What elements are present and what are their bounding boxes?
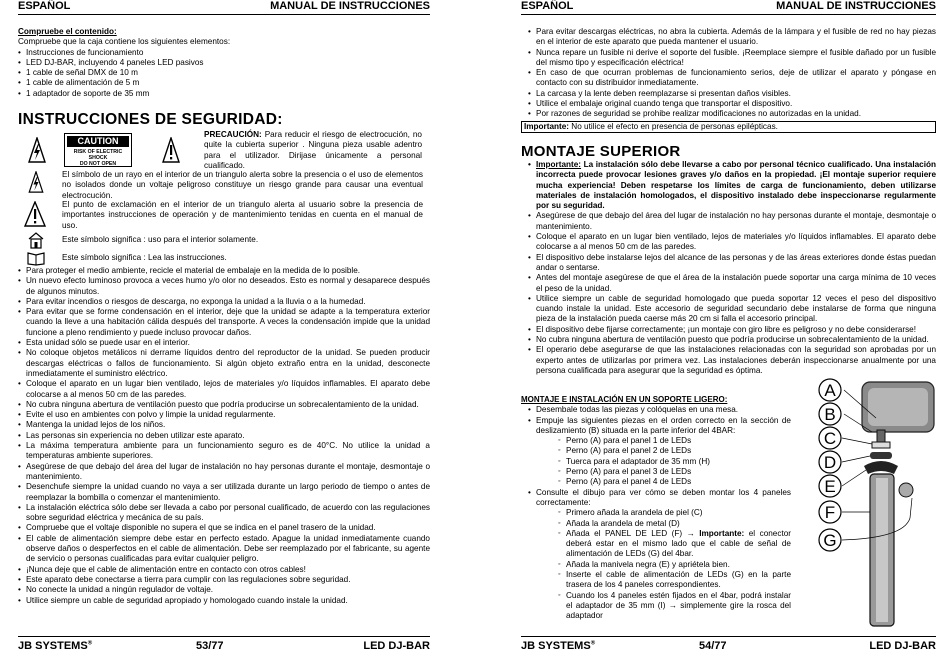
page-header	[521, 0, 936, 15]
list-item: • Esta unidad sólo se puede usar en el interior.	[18, 338, 430, 348]
footer-brand	[18, 640, 92, 652]
diagram-label-f: F	[824, 503, 836, 522]
header-title: MANUAL DE INSTRUCCIONES	[270, 0, 430, 12]
sub-item: ◦ Primero añada la arandela de piel (C)	[558, 508, 791, 518]
sub-item: ◦ Perno (A) para el panel 2 de LEDs	[558, 446, 791, 456]
list-item: • Para proteger el medio ambiente, recicle el material de embalaje en la medida de lo posible.	[18, 266, 430, 276]
list-item: • En caso de que ocurran problemas de funcionamiento serios, deje de utilizar el aparato y póngase en contacto con su distribuidor inmediatamente.	[521, 68, 936, 89]
list-item: • Utilice siempre un cable de seguridad apropiado y homologado cuando instale la unidad.	[18, 596, 430, 606]
diagram-label-c: C	[823, 429, 837, 448]
brand-text: JB SYSTEMS	[521, 640, 591, 652]
important-label: Importante:	[536, 160, 582, 169]
lightning-triangle-icon	[28, 137, 46, 163]
sub-item	[558, 529, 791, 560]
safety-bullets	[18, 266, 430, 606]
list-item: • 1 adaptador de soporte de 35 mm	[18, 89, 430, 99]
sub-item: ◦ Añada la arandela de metal (D)	[558, 519, 791, 529]
sub-item	[558, 591, 791, 622]
safety-symbols	[18, 130, 430, 263]
arrow-icon: →	[668, 600, 677, 610]
list-item: • La carcasa y la lente deben reemplazarse si presentan daños visibles.	[521, 89, 936, 99]
exclamation-description: El punto de exclamación en el interior de un triangulo alerta al usuario sobre la presencia de importantes instrucciones de operación y de mantenimiento tenidas en cuenta en el manual de uso.	[62, 200, 423, 230]
contents-heading: Compruebe el contenido:	[18, 27, 117, 36]
sub-item-text: el conector deberá estar en el mismo lado que el cable de señal de alimentación de LEDs (G) del 4bar.	[566, 528, 792, 559]
registered-mark: ®	[590, 640, 596, 647]
page-number: 54/77	[699, 640, 727, 652]
brand-text: JB SYSTEMS	[18, 640, 88, 652]
sub-item: ◦ Tuerca para el adaptador de 35 mm (H)	[558, 457, 791, 467]
sub-item: ◦ Perno (A) para el panel 4 de LEDs	[558, 477, 791, 487]
list-item: • No coloque objetos metálicos ni derrame líquidos dentro del reproductor de la unidad. Se pueden producir descargas eléctricas o fallos de funcionamiento. Si algún objeto extraño entra en la unidad, desconecte inmediatamente el suministro eléctrico.	[18, 348, 430, 379]
list-item: • Utilice siempre un cable de seguridad homologado que pueda soportar 12 veces el peso del dispositivo cuando instale la unidad. Este accesorio de seguridad secundario debe instalarse de forma que ninguna pieza de la instalación pueda caerse más 20 cm si falla el accesorio principal.	[521, 294, 936, 325]
sub-item: ◦ Perno (A) para el panel 3 de LEDs	[558, 467, 791, 477]
header-language: ESPAÑOL	[18, 0, 71, 12]
list-item	[521, 488, 791, 622]
caution-text: CAUTION	[67, 136, 129, 147]
page-number: 53/77	[196, 640, 224, 652]
safety-title: INSTRUCCIONES DE SEGURIDAD:	[18, 111, 283, 128]
contents-section	[18, 27, 430, 99]
list-item: • Por razones de seguridad se prohibe realizar modificaciones no autorizadas en la unidad.	[521, 109, 936, 119]
stand-heading: MONTAJE E INSTALACIÓN EN UN SOPORTE LIGERO:	[521, 395, 728, 404]
caution-sub2: DO NOT OPEN	[79, 161, 117, 167]
diagram-label-e: E	[824, 477, 836, 496]
list-item: • Instrucciones de funcionamiento	[18, 48, 430, 58]
diagram-label-a: A	[824, 381, 836, 400]
list-item: • ¡Nunca deje que el cable de alimentación entre en contacto con otros cables!	[18, 565, 430, 575]
list-item: • Asegúrese de que debajo del área del lugar de instalación no hay personas durante el montaje, desmontaje o mantenimiento.	[18, 462, 430, 483]
registered-mark: ®	[87, 640, 93, 647]
list-item: • Mantenga la unidad lejos de los niños.	[18, 420, 430, 430]
stand-section	[521, 395, 791, 622]
list-item: • Coloque el aparato en un lugar bien ventilado, lejos de materiales y/o líquidos inflamables. El aparato debe colocarse a al menos 50 cm de las paredes.	[18, 379, 430, 400]
caution-sub1: RISK OF ELECTRIC SHOCK	[73, 149, 123, 161]
list-item: • Para evitar que se forme condensación en el interior, deje que la unidad se adapte a la temperatura exterior cuando la lleve a una habitación cálida después del transporte. A veces la condensación impide que la unidad funcione a pleno rendimiento y puede incluso provocar daños.	[18, 307, 430, 338]
left-page	[18, 0, 430, 654]
list-item: • El dispositivo debe fijarse correctamente; ¡un montaje con giro libre es peligroso y no debe considerarse!	[521, 325, 936, 335]
indoor-description: Este símbolo significa : uso para el interior solamente.	[62, 235, 259, 244]
list-item	[521, 416, 791, 488]
important-text: La instalación sólo debe llevarse a cabo por personal técnico cualificado. Una instalación incorrecta puede provocar lesiones graves y/o daños en la propiedad. ¡El montaje superior requiere mucha experiencia! Deben respetarse los límites de carga de funcionamiento, deben utilizarse materiales de instalación homologados, el dispositivo instalado debe inspeccionarse regularmente por su seguridad.	[536, 160, 936, 211]
led-panel-face	[876, 478, 888, 622]
list-item: • Nunca repare un fusible ni derive el soporte del fusible. ¡Reemplace siempre el fusible dañado por un fusible del mismo tipo y especificación eléctrica!	[521, 48, 936, 69]
sub-item: ◦ Inserte el cable de alimentación de LEDs (G) en la parte trasera de los 4 paneles correspondientes.	[558, 570, 791, 591]
lightning-description: El símbolo de un rayo en el interior de un triangulo alerta sobre la presencia o el uso de elementos no isolados donde un voltaje peligroso constituye un riesgo grande para causar una eventual electrocución.	[62, 170, 423, 200]
list-item: • La instalación eléctrica sólo debe ser llevada a cabo por personal cualificado, de acuerdo con las regulaciones sobre seguridad eléctrica y mecánica de su país.	[18, 503, 430, 524]
precaution-text	[204, 130, 422, 171]
list-item: • 1 cable de alimentación de 5 m	[18, 78, 430, 88]
page-footer	[18, 636, 430, 655]
footer-brand	[521, 640, 595, 652]
list-item: • Asegúrese de que debajo del área del lugar de instalación no hay personas durante el montaje, desmontaje o mantenimiento.	[521, 211, 936, 232]
list-item: • Desenchufe siempre la unidad cuando no vaya a ser utilizada durante un largo periodo de tiempo o antes de reemplazar la bombilla o comenzar el mantenimiento.	[18, 482, 430, 503]
list-item: • Este aparato debe conectarse a tierra para cumplir con las regulaciones sobre seguridad.	[18, 575, 430, 585]
panel-connector	[899, 483, 913, 497]
list-item: • Compruebe que el voltaje disponible no supera el que se indica en el panel trasero de la unidad.	[18, 523, 430, 533]
sub-item-text: Cuando los 4 paneles estén fijados en el 4bar, podrá instalar el adaptador de 35 mm (I)	[566, 590, 791, 610]
black-knob	[864, 461, 898, 474]
indoor-use-icon	[27, 231, 45, 249]
precaution-body: Para reducir el riesgo de electrocución, no quite la cubierta superior . Ninguna pieza usable adentro para el utilizador. Dirijase únicamente a personal cualificado.	[204, 130, 422, 170]
stand-step-text: Empuje las siguientes piezas en el orden correcto en la sección de deslizamiento (B) situada en la parte inferior del 4BAR:	[536, 415, 791, 435]
footer-product: LED DJ-BAR	[363, 640, 430, 652]
precaution-label: PRECAUCIÓN:	[204, 130, 262, 139]
list-item: • No cubra ninguna abertura de ventilación puesto que podría producirse un sobrecalentamiento de la unidad.	[18, 400, 430, 410]
right-page	[521, 0, 936, 654]
stand-step-text: Consulte el dibujo para ver cómo se deben montar los 4 paneles correctamente:	[536, 487, 791, 507]
page-header	[18, 0, 430, 15]
contents-intro: Compruebe que la caja contiene los siguientes elementos:	[18, 37, 231, 47]
list-item: • El cable de alimentación siempre debe estar en perfecto estado. Apague la unidad inmediatamente cuando observe daños o desperfectos en el cable de alimentación. Debe ser reemplazado por el fabricante, su agente de servicio o personas cualificadas para evitar cualquier peligro.	[18, 534, 430, 565]
caution-label	[64, 133, 132, 167]
footer-product: LED DJ-BAR	[869, 640, 936, 652]
list-item: • Antes del montaje asegúrese de que el área de la instalación puede soportar una carga mínima de 10 veces el peso de la unidad.	[521, 273, 936, 294]
diagram-label-d: D	[823, 453, 837, 472]
header-language: ESPAÑOL	[521, 0, 574, 12]
list-item: • Desembale todas las piezas y colóquelas en una mesa.	[521, 405, 791, 415]
list-item: • Utilice el embalaje original cuando tenga que transportar el dispositivo.	[521, 99, 936, 109]
arrow-icon: →	[686, 528, 695, 538]
list-item: • Para evitar incendios o riesgos de descarga, no exponga la unidad a la lluvia o a la humedad.	[18, 297, 430, 307]
diagram-label-g: G	[823, 531, 837, 550]
contents-list	[18, 48, 430, 99]
metal-washer	[870, 452, 892, 459]
list-item: • Evite el uso en ambientes con polvo y limpie la unidad regularmente.	[18, 410, 430, 420]
list-item	[521, 160, 936, 211]
list-item: • No conecte la unidad a ningún regulador de voltaje.	[18, 585, 430, 595]
sub-item-text: Añada el PANEL DE LED (F)	[566, 528, 687, 538]
assembly-diagram	[814, 378, 936, 636]
exclamation-triangle-icon	[162, 137, 180, 163]
read-description: Este símbolo significa : Lea las instrucciones.	[62, 253, 227, 262]
read-instructions-icon	[27, 250, 45, 266]
important-text: No utilice el efecto en presencia de personas epilépticas.	[569, 121, 778, 131]
sub-item-text: simplemente gire la rosca del adaptador	[566, 600, 792, 621]
list-item: • La máxima temperatura ambiente para un funcionamiento seguro es de 40°C. No utilice la unidad a temperaturas ambiente superiores.	[18, 441, 430, 462]
list-item: • Coloque el aparato en un lugar bien ventilado, lejos de materiales y/o líquidos inflamables. El aparato debe colocarse a al menos 50 cm de las paredes.	[521, 232, 936, 253]
diagram-label-b: B	[824, 405, 836, 424]
leather-washer	[872, 442, 890, 448]
important-label: Importante:	[524, 121, 570, 131]
lightning-symbol-icon	[28, 171, 44, 193]
important-label: Importante:	[694, 528, 745, 538]
page-footer	[521, 636, 936, 655]
header-title: MANUAL DE INSTRUCCIONES	[776, 0, 936, 12]
mount-section	[521, 160, 936, 376]
list-item: • El dispositivo debe instalarse lejos del alcance de las personas y de las áreas exteriores donde éstas puedan andar o sentarse.	[521, 253, 936, 274]
list-item: • Para evitar descargas eléctricas, no abra la cubierta. Además de la lámpara y el fusible de red no hay piezas en el interior de este aparato que pueda mantener el usuario.	[521, 27, 936, 48]
sub-item: ◦ Añada la manivela negra (E) y apriétela bien.	[558, 560, 791, 570]
list-item: • 1 cable de señal DMX de 10 m	[18, 68, 430, 78]
bar-face	[868, 388, 928, 426]
sub-item: ◦ Perno (A) para el panel 1 de LEDs	[558, 436, 791, 446]
epilepsy-warning	[521, 121, 936, 133]
list-item: • LED DJ-BAR, incluyendo 4 paneles LED pasivos	[18, 58, 430, 68]
mount-title: MONTAJE SUPERIOR	[521, 143, 681, 160]
exclamation-symbol-icon	[24, 201, 46, 227]
list-item: • Un nuevo efecto luminoso provoca a veces humo y/o olor no deseados. Esto es normal y desaparece después de algunos minutos.	[18, 276, 430, 297]
top-safety-bullets	[521, 27, 936, 133]
list-item: • No cubra ninguna abertura de ventilación puesto que podría producirse un sobrecalentamiento de la unidad.	[521, 335, 936, 345]
list-item: • El operario debe asegurarse de que las instalaciones relacionadas con la seguridad son aprobadas por un experto antes de utilizarlas por primera vez. Las instalaciones deberán inspeccionarse anualmente por una persona cualificada para asegurar que la seguridad es óptima.	[521, 345, 936, 376]
list-item: • Las personas sin experiencia no deben utilizar este aparato.	[18, 431, 430, 441]
